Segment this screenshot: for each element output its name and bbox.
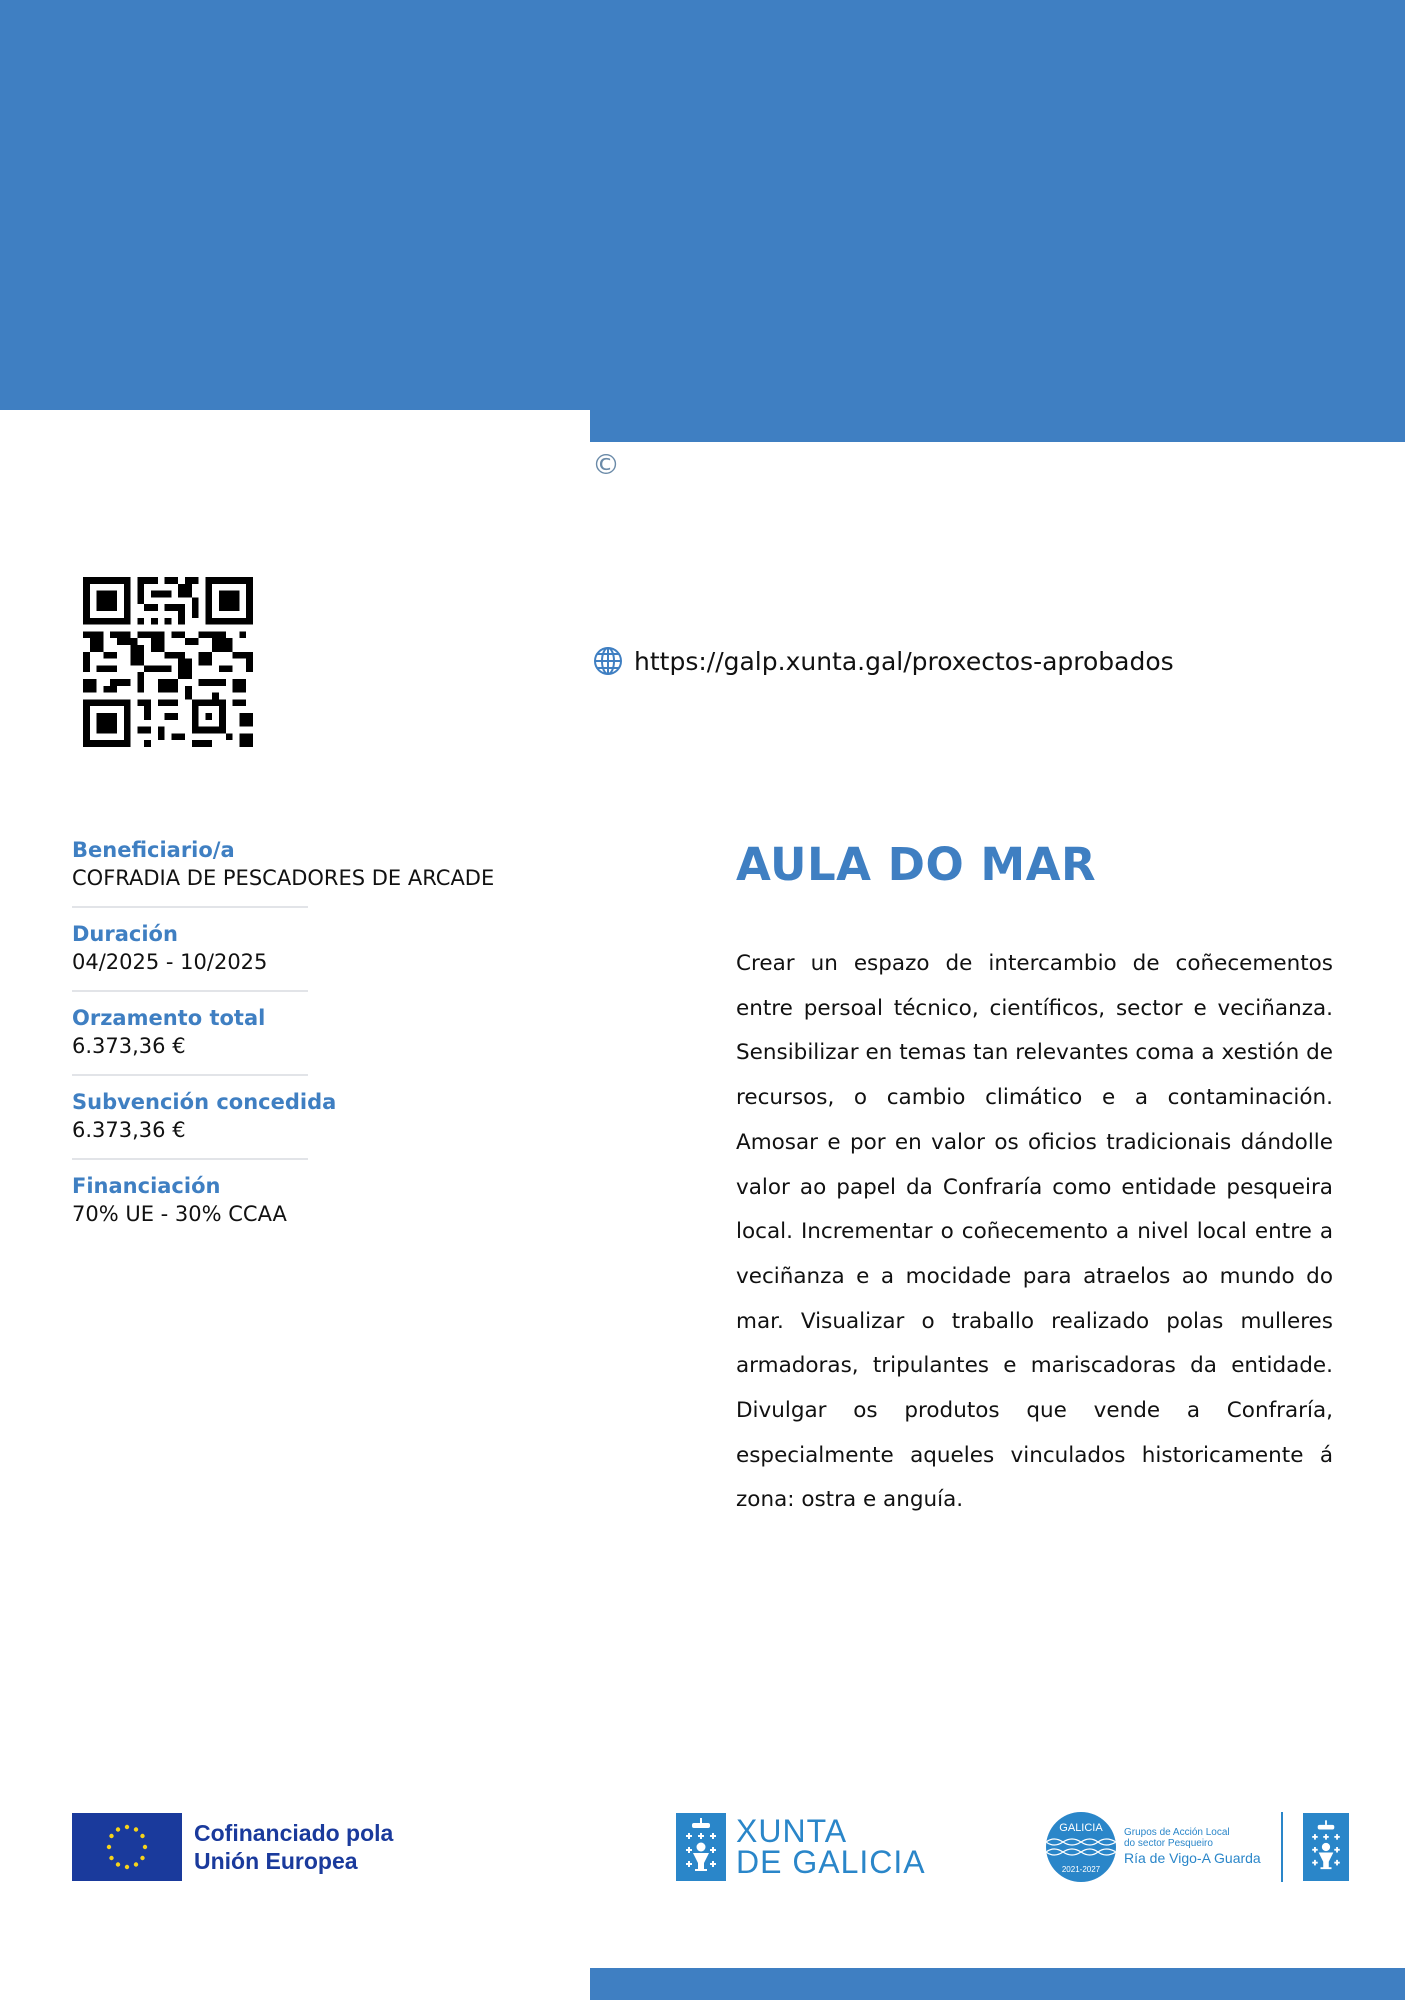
xunta-text — [736, 1813, 926, 1880]
galp-text-line1: Grupos de Acción Local — [1124, 1827, 1230, 1838]
info-label: Beneficiario/a — [72, 838, 235, 862]
eu-logo — [72, 1813, 393, 1881]
info-value: 04/2025 - 10/2025 — [72, 950, 268, 974]
footer-band — [590, 1968, 1405, 2000]
galp-text-line3: Ría de Vigo-A Guarda — [1124, 1850, 1261, 1866]
info-value: COFRADIA DE PESCADORES DE ARCADE — [72, 866, 495, 890]
project-url[interactable]: https://galp.xunta.gal/proxectos-aprobados — [634, 646, 1174, 676]
project-description: Crear un espazo de intercambio de coñecementos entre persoal técnico, científicos, sector e veciñanza. Sensibilizar en temas tan relevantes coma a xestión de recursos, o cambio climático e a contaminación. Amosar e por en valor os oficios tradicionais dándolle valor ao papel da Confraría como entidade pesqueira local. Incrementar o coñecemento a nivel local entre a veciñanza e a mocidade para atraelos ao mundo do mar. Visualizar o traballo realizado polas mulleres armadoras, tripulantes e mariscadoras da entidade. Divulgar os produtos que vende a Confraría, especialmente aqueles vinculados historicamente á zona: ostra e anguía. — [736, 951, 1333, 1513]
divider — [1281, 1812, 1283, 1882]
info-label: Financiación — [72, 1174, 221, 1198]
galicia-coat-of-arms-icon — [676, 1813, 726, 1881]
galicia-coat-of-arms-icon — [1303, 1813, 1349, 1881]
info-funding — [72, 1172, 308, 1242]
project-link[interactable] — [592, 645, 1174, 677]
info-grant — [72, 1088, 337, 1160]
info-value: 70% UE - 30% CCAA — [72, 1202, 287, 1226]
xunta-text-line1: XUNTA — [736, 1813, 848, 1849]
info-label: Orzamento total — [72, 1006, 266, 1030]
globe-icon — [592, 645, 624, 677]
info-budget — [72, 1004, 308, 1076]
galp-circle-icon — [1046, 1812, 1116, 1882]
galp-logo — [1046, 1812, 1349, 1882]
galp-circle-bottom: 2021-2027 — [1061, 1865, 1101, 1874]
header-band-step — [590, 410, 1405, 442]
copyright-icon: © — [592, 448, 620, 481]
eu-text-line2: Unión Europea — [194, 1848, 358, 1874]
eu-flag-icon — [72, 1813, 182, 1881]
xunta-logo — [676, 1813, 926, 1881]
header-band — [0, 0, 1405, 410]
galp-text-line2: do sector Pesqueiro — [1124, 1838, 1213, 1849]
info-value: 6.373,36 € — [72, 1118, 186, 1142]
project-info — [72, 836, 495, 1254]
info-beneficiary — [72, 836, 495, 908]
qr-code[interactable] — [83, 577, 253, 747]
eu-text-line1: Cofinanciado pola — [194, 1820, 394, 1846]
info-duration — [72, 920, 308, 992]
project-title: AULA DO MAR — [736, 838, 1097, 891]
xunta-text-line2: DE GALICIA — [736, 1844, 926, 1880]
info-value: 6.373,36 € — [72, 1034, 186, 1058]
eu-text — [194, 1819, 393, 1875]
galp-text — [1124, 1827, 1261, 1867]
galp-circle-top: GALICIA — [1059, 1822, 1103, 1834]
info-label: Subvención concedida — [72, 1090, 337, 1114]
info-label: Duración — [72, 922, 178, 946]
